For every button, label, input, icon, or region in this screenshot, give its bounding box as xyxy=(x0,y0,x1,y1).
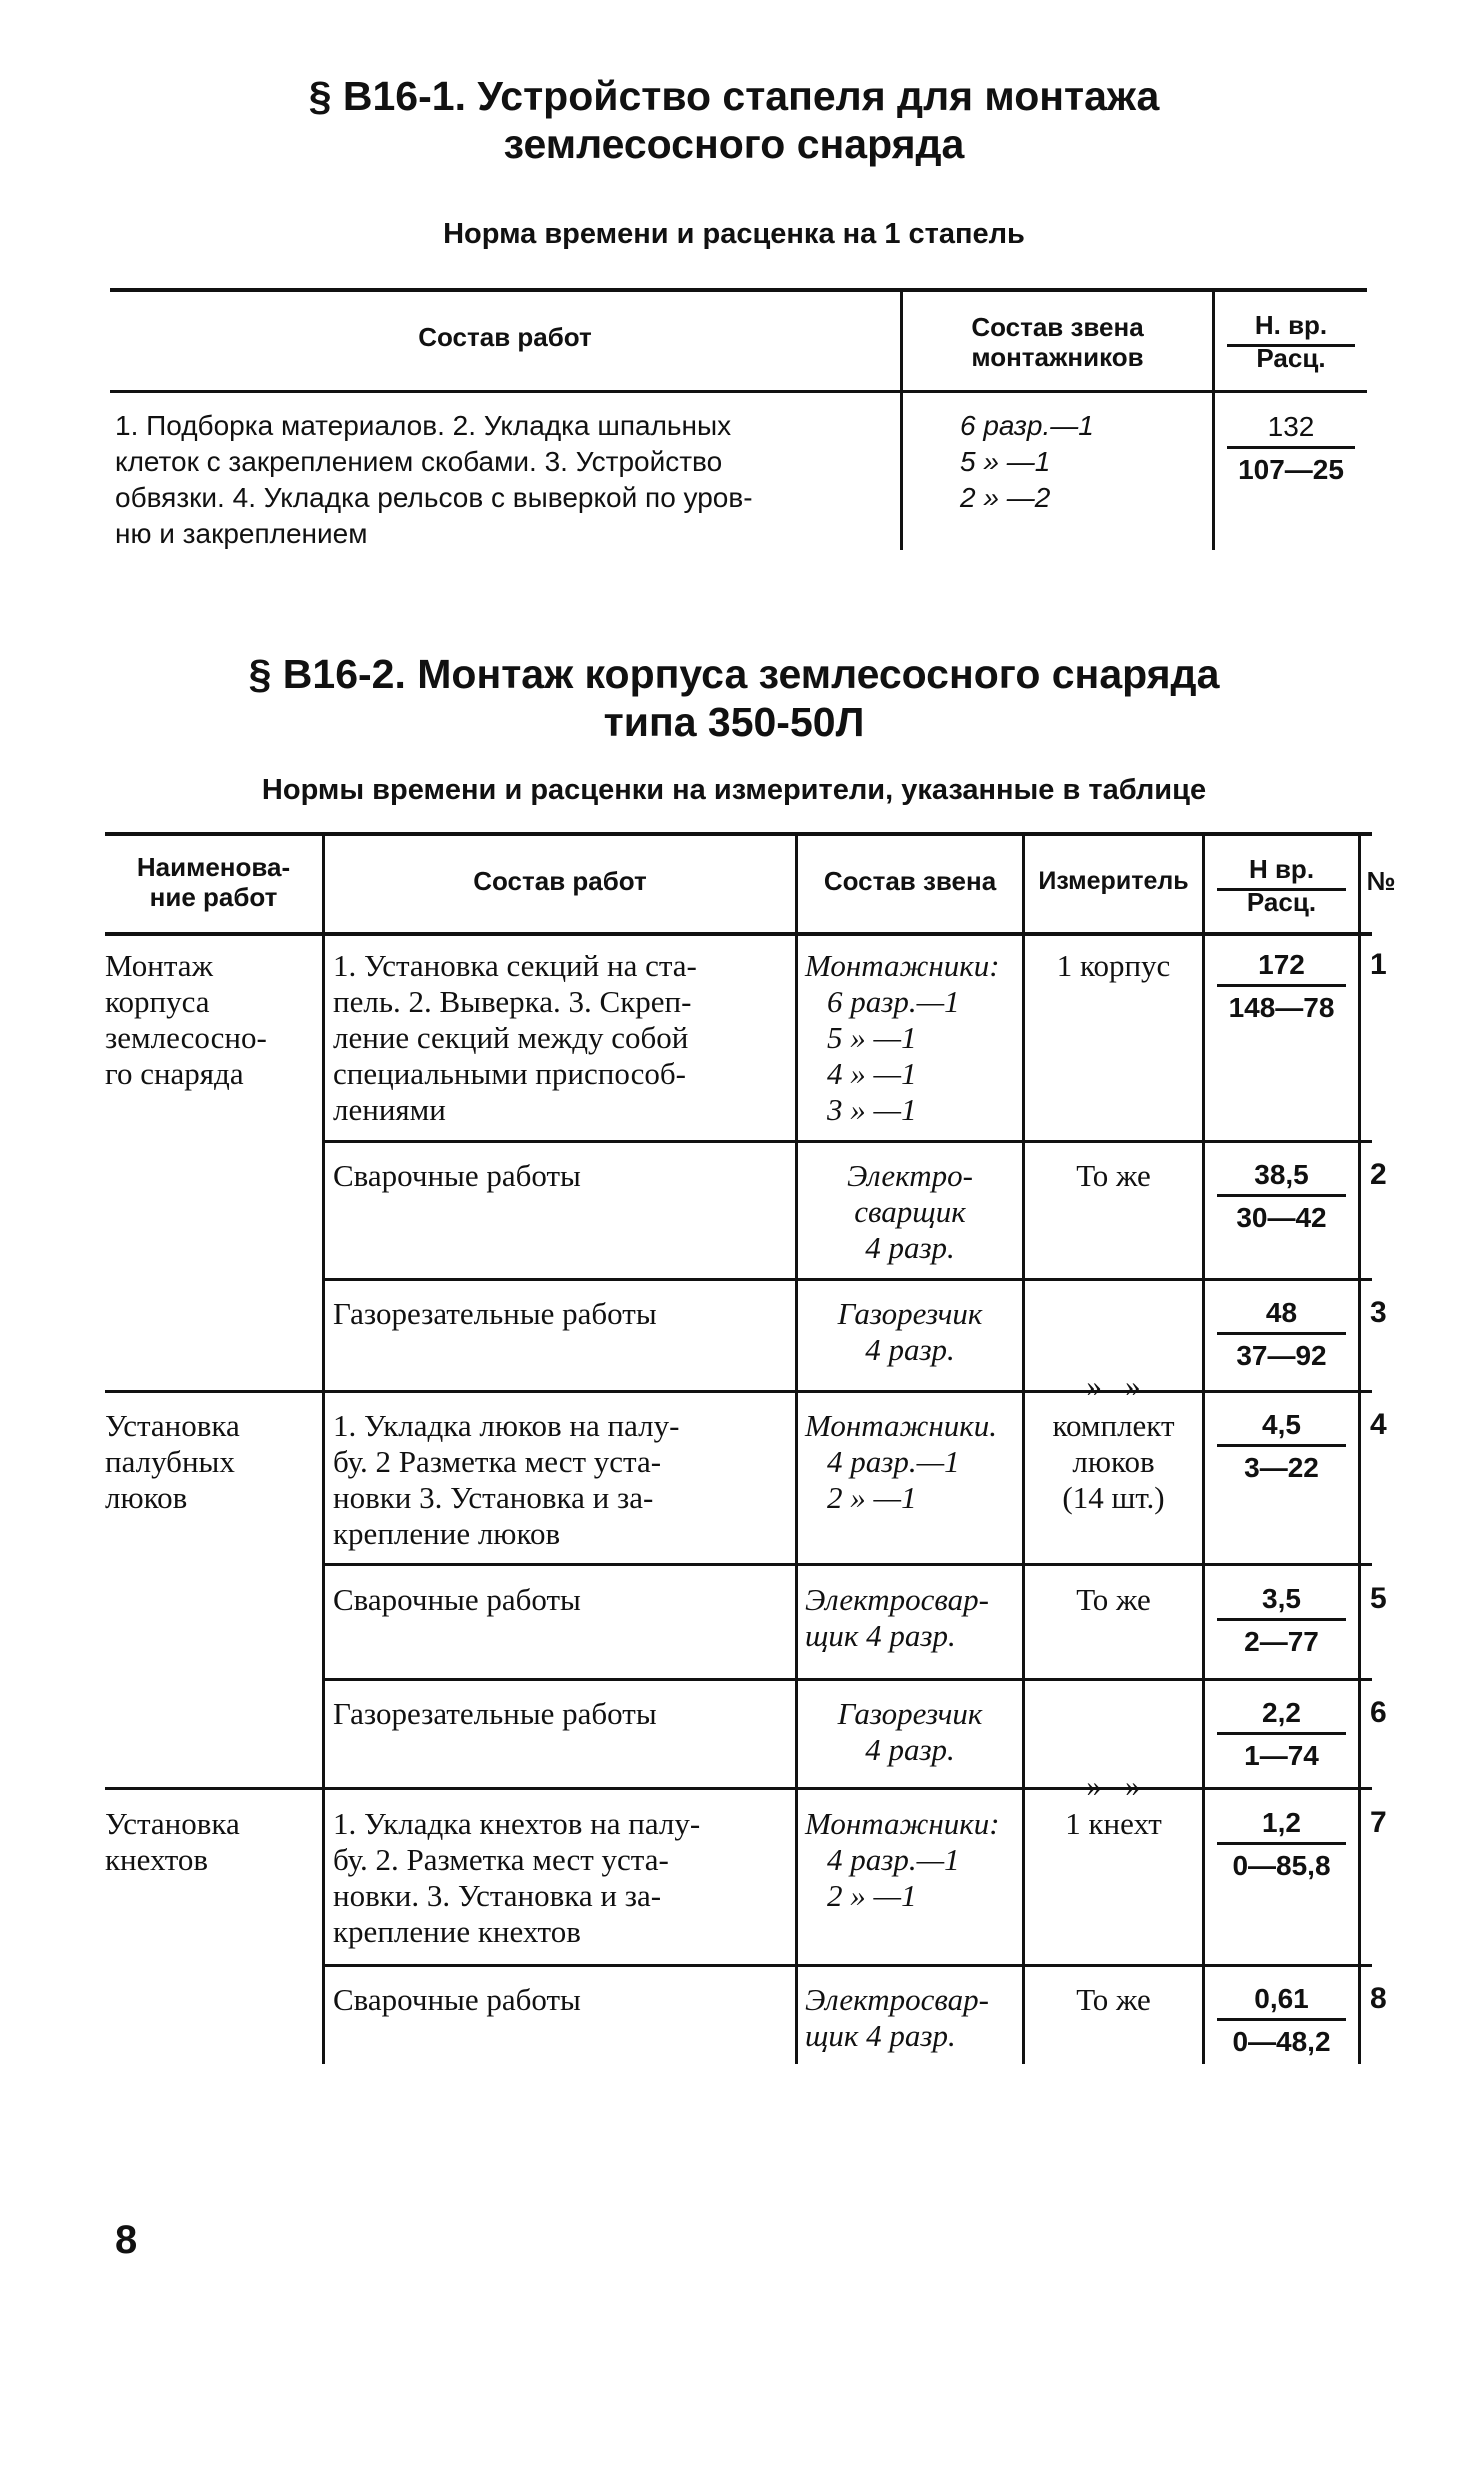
section1-title xyxy=(0,72,1468,168)
row-number: 3 xyxy=(1370,1296,1387,1329)
work-line: новки 3. Установка и за- xyxy=(333,1480,654,1515)
fraction-bar xyxy=(1227,446,1355,449)
crew-line: Электро- xyxy=(847,1158,973,1193)
norm-time: 1,2 xyxy=(1262,1807,1301,1838)
unit-text xyxy=(1025,1696,1202,1876)
norm-time: 38,5 xyxy=(1254,1159,1309,1190)
crew-line: щик 4 разр. xyxy=(805,1618,956,1653)
table-rule xyxy=(105,832,1372,836)
header-num: № xyxy=(1366,866,1396,896)
header-norm xyxy=(1215,308,1367,375)
crew-line: 4 разр.—1 xyxy=(827,1842,960,1877)
section1-work-text xyxy=(115,408,893,552)
work-text xyxy=(333,1696,788,1732)
work-line: обвязки. 4. Укладка рельсов с выверкой по уров- xyxy=(115,482,753,513)
crew-text xyxy=(805,1408,1020,1516)
work-line: 1. Подборка материалов. 2. Укладка шпальных xyxy=(115,410,732,441)
header-crew-line1: Состав звена xyxy=(971,312,1144,342)
table-rule xyxy=(110,288,1367,292)
crew-line: 4 разр. xyxy=(865,1732,955,1767)
header-norm-time: Н вр. xyxy=(1248,854,1315,884)
work-text xyxy=(333,1408,788,1552)
work-line: Сварочные работы xyxy=(333,1158,581,1193)
unit-line: комплект xyxy=(1052,1408,1175,1443)
norm-time: 132 xyxy=(1267,411,1315,442)
header-name-line2: ние работ xyxy=(149,882,278,912)
norm-rate: 1—74 xyxy=(1244,1740,1319,1771)
crew-line: Газорезчик xyxy=(837,1296,983,1331)
unit-line: 1 корпус xyxy=(1056,948,1171,983)
header-crew-line2: монтажников xyxy=(971,342,1144,372)
fraction-bar xyxy=(1217,1444,1346,1447)
group-name-line: го снаряда xyxy=(105,1056,244,1091)
crew-line: Монтажники. xyxy=(805,1408,997,1443)
norm-cell xyxy=(1205,1982,1358,2059)
crew-line: Электросвар- xyxy=(805,1582,989,1617)
norm-cell xyxy=(1205,1582,1358,1659)
row-number: 6 xyxy=(1370,1696,1387,1729)
table-rule xyxy=(105,932,1372,936)
fraction-bar xyxy=(1217,984,1346,987)
work-line: Сварочные работы xyxy=(333,1982,581,2017)
header-norm-rate: Расц. xyxy=(1246,887,1317,917)
section2-subtitle: Нормы времени и расценки на измерители, указанные в таблице xyxy=(261,774,1207,806)
work-text xyxy=(333,1582,788,1618)
fraction-bar xyxy=(1217,1842,1346,1845)
work-line: 1. Укладка кнехтов на палу- xyxy=(333,1806,701,1841)
norm-rate: 148—78 xyxy=(1228,992,1335,1023)
norm-cell xyxy=(1205,1158,1358,1235)
work-line: ню и закреплением xyxy=(115,518,368,549)
crew-line: 5 » —1 xyxy=(827,1020,917,1055)
crew-text xyxy=(805,1982,1020,2054)
column-rule xyxy=(322,834,325,2064)
row-rule xyxy=(322,1678,1372,1681)
norm-time: 48 xyxy=(1265,1297,1298,1328)
norm-cell xyxy=(1205,1296,1358,1373)
header-norm-time: Н. вр. xyxy=(1254,310,1328,340)
group-name-line: палубных xyxy=(105,1444,235,1479)
unit-line: » » xyxy=(1086,1768,1141,1803)
fraction-bar xyxy=(1217,1618,1346,1621)
header-name-line1: Наименова- xyxy=(136,852,291,882)
group-name-line: кнехтов xyxy=(105,1842,209,1877)
crew-text xyxy=(805,948,1020,1128)
crew-line: 4 разр. xyxy=(865,1230,955,1265)
row-number: 2 xyxy=(1370,1158,1387,1191)
row-number: 5 xyxy=(1370,1582,1387,1615)
row-rule xyxy=(322,1563,1372,1566)
group-name-line: Монтаж xyxy=(105,948,213,983)
work-line: 1. Установка секций на ста- xyxy=(333,948,697,983)
crew-line: 4 разр. xyxy=(865,1332,955,1367)
group-name xyxy=(105,1408,315,1516)
norm-cell xyxy=(1205,948,1358,1025)
unit-line: » » xyxy=(1086,1368,1141,1403)
crew-line: 2 » —1 xyxy=(827,1480,917,1515)
norm-rate: 2—77 xyxy=(1244,1626,1319,1657)
unit-line: люков xyxy=(1072,1444,1155,1479)
fraction-bar xyxy=(1217,1332,1346,1335)
work-text xyxy=(333,1296,788,1332)
group-name-line: землесосно- xyxy=(105,1020,267,1055)
crew-line: щик 4 разр. xyxy=(805,2018,956,2053)
norm-time: 172 xyxy=(1258,949,1305,980)
unit-text xyxy=(1025,1158,1202,1194)
header-name xyxy=(105,852,322,912)
unit-text xyxy=(1025,1982,1202,2018)
fraction-bar xyxy=(1217,1194,1346,1197)
crew-line: 6 разр.—1 xyxy=(960,410,1094,441)
crew-text xyxy=(798,1696,1022,1768)
work-text xyxy=(333,948,788,1128)
norm-time: 0,61 xyxy=(1254,1983,1309,2014)
norm-rate: 37—92 xyxy=(1236,1340,1327,1371)
work-line: клеток с закреплением скобами. 3. Устройство xyxy=(115,446,723,477)
row-rule xyxy=(322,1278,1372,1281)
section1-subtitle: Норма времени и расценка на 1 стапель xyxy=(443,218,1025,250)
crew-line: 4 » —1 xyxy=(827,1056,917,1091)
header-crew: Состав звена xyxy=(823,866,997,896)
norm-rate: 30—42 xyxy=(1236,1202,1327,1233)
crew-line: Монтажники: xyxy=(805,1806,1000,1841)
section1-crew-text xyxy=(960,408,1200,516)
unit-text xyxy=(1025,1582,1202,1618)
crew-line: Электросвар- xyxy=(805,1982,989,2017)
row-number: 8 xyxy=(1370,1982,1387,2015)
crew-text xyxy=(798,1296,1022,1368)
crew-line: 2 » —2 xyxy=(960,482,1051,513)
crew-line: сварщик xyxy=(854,1194,966,1229)
section2-title-line1: § В16-2. Монтаж корпуса землесосного снаряда xyxy=(248,651,1220,697)
work-line: пель. 2. Выверка. 3. Скреп- xyxy=(333,984,692,1019)
fraction-bar xyxy=(1217,1732,1346,1735)
column-rule xyxy=(1358,834,1361,2064)
row-number: 4 xyxy=(1370,1408,1387,1441)
section2-title xyxy=(0,650,1468,746)
crew-line: Газорезчик xyxy=(837,1696,983,1731)
norm-cell xyxy=(1205,1408,1358,1485)
work-text xyxy=(333,1982,788,2018)
header-norm-rate: Расц. xyxy=(1256,343,1326,373)
crew-text xyxy=(798,1158,1022,1266)
section1-title-line2: землесосного снаряда xyxy=(503,121,965,167)
section2-title-line2: типа 350-50Л xyxy=(603,699,865,745)
work-line: бу. 2. Разметка мест уста- xyxy=(333,1842,669,1877)
crew-line: Монтажники: xyxy=(805,948,1000,983)
crew-line: 6 разр.—1 xyxy=(827,984,960,1019)
work-line: лениями xyxy=(333,1092,446,1127)
group-name-line: корпуса xyxy=(105,984,210,1019)
group-name xyxy=(105,948,315,1092)
work-text xyxy=(333,1158,788,1194)
unit-line: 1 кнехт xyxy=(1065,1806,1162,1841)
header-work: Состав работ xyxy=(473,866,647,896)
row-number: 1 xyxy=(1370,948,1387,981)
work-line: бу. 2 Разметка мест уста- xyxy=(333,1444,662,1479)
group-name-line: Установка xyxy=(105,1806,240,1841)
norm-rate: 3—22 xyxy=(1244,1452,1319,1483)
crew-line: 4 разр.—1 xyxy=(827,1444,960,1479)
section1-title-line1: § В16-1. Устройство стапеля для монтажа xyxy=(308,73,1160,119)
norm-rate: 0—48,2 xyxy=(1232,2026,1331,2057)
row-rule xyxy=(322,1140,1372,1143)
work-line: Газорезательные работы xyxy=(333,1696,657,1731)
row-rule xyxy=(322,1964,1372,1967)
table-rule xyxy=(110,390,1367,393)
work-line: Газорезательные работы xyxy=(333,1296,657,1331)
crew-line: 3 » —1 xyxy=(827,1092,917,1127)
norm-time: 3,5 xyxy=(1262,1583,1301,1614)
unit-text xyxy=(1025,1408,1202,1516)
row-number: 7 xyxy=(1370,1806,1387,1839)
unit-text xyxy=(1025,948,1202,984)
group-name-line: люков xyxy=(105,1480,188,1515)
crew-line: 2 » —1 xyxy=(827,1878,917,1913)
work-line: крепление кнехтов xyxy=(333,1914,581,1949)
work-line: 1. Укладка люков на палу- xyxy=(333,1408,680,1443)
unit-line: То же xyxy=(1076,1582,1151,1617)
norm-cell xyxy=(1205,1806,1358,1883)
work-line: Сварочные работы xyxy=(333,1582,581,1617)
section1-norm xyxy=(1215,410,1367,487)
header-crew xyxy=(903,312,1212,372)
crew-text xyxy=(805,1582,1020,1654)
crew-text xyxy=(805,1806,1020,1914)
crew-line: 5 » —1 xyxy=(960,446,1051,477)
fraction-bar xyxy=(1217,2018,1346,2021)
group-name xyxy=(105,1806,315,1878)
norm-rate: 107—25 xyxy=(1238,454,1344,485)
unit-line: То же xyxy=(1076,1982,1151,2017)
page-number: 8 xyxy=(115,2218,138,2262)
unit-line: (14 шт.) xyxy=(1062,1480,1165,1515)
norm-cell xyxy=(1205,1696,1358,1773)
column-rule xyxy=(795,834,798,2064)
work-line: ление секций между собой xyxy=(333,1020,689,1055)
unit-line: То же xyxy=(1076,1158,1151,1193)
norm-time: 4,5 xyxy=(1262,1409,1301,1440)
work-line: новки. 3. Установка и за- xyxy=(333,1878,662,1913)
group-name-line: Установка xyxy=(105,1408,240,1443)
header-unit: Измеритель xyxy=(1038,867,1189,895)
unit-text xyxy=(1025,1806,1202,1842)
header-norm xyxy=(1205,852,1358,919)
work-line: крепление люков xyxy=(333,1516,561,1551)
header-work: Состав работ xyxy=(418,322,592,352)
work-line: специальными приспособ- xyxy=(333,1056,686,1091)
work-text xyxy=(333,1806,788,1950)
norm-time: 2,2 xyxy=(1262,1697,1301,1728)
norm-rate: 0—85,8 xyxy=(1232,1850,1331,1881)
